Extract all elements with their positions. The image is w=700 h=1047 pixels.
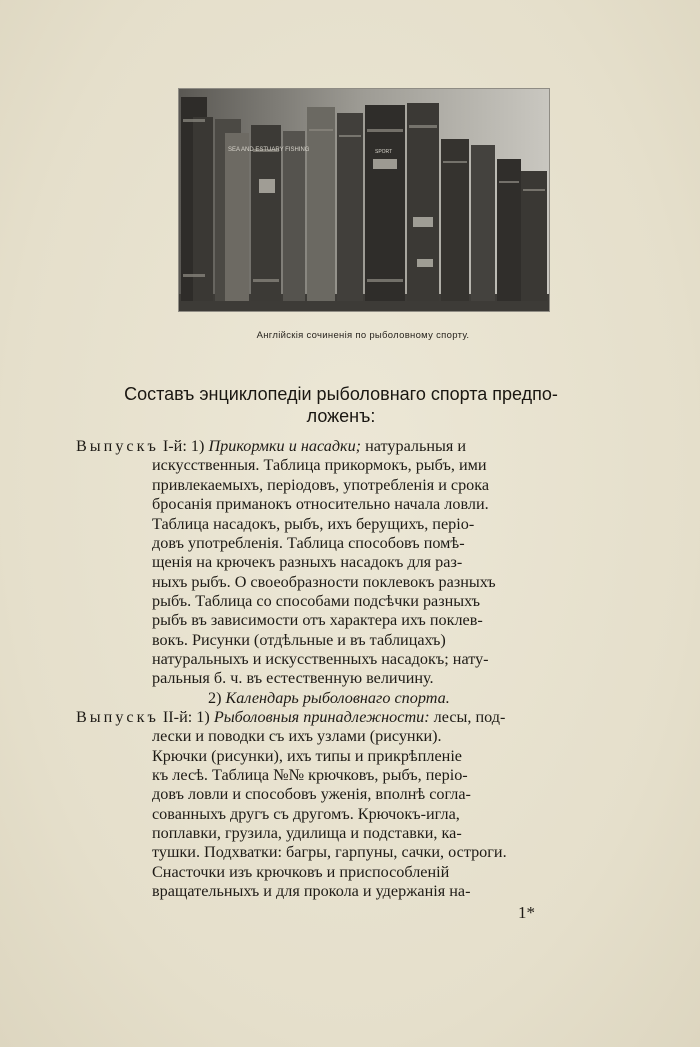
- issue-2-line: довъ ловли и способовъ уженія, вполнѣ согла-: [152, 785, 471, 803]
- part-title: Прикормки и насадки;: [208, 437, 362, 455]
- issue-2-line: тушки. Подхватки: багры, гарпуны, сачки, остроги.: [152, 843, 507, 861]
- heading-line-2: ложенъ:: [306, 406, 376, 426]
- issue-1-line: привлекаемыхъ, періодовъ, употребленія и срока: [152, 476, 490, 494]
- issue-1-line: щенія на крючекъ разныхъ насадокъ для раз-: [152, 553, 463, 571]
- part-number: 2): [208, 689, 222, 707]
- issue-label: Выпускъ: [76, 708, 159, 726]
- issue-1-line: натуральныя и: [365, 437, 467, 455]
- part-title: Календарь рыболовнаго спорта.: [225, 689, 450, 707]
- issue-1-line: Таблица насадокъ, рыбъ, ихъ берущихъ, періо-: [152, 515, 475, 533]
- issue-1-line: ныхъ рыбъ. О своеобразности поклевокъ разныхъ: [152, 573, 496, 591]
- issue-number: I-й:: [162, 437, 187, 455]
- issue-1-line: довъ употребленія. Таблица способовъ помѣ-: [152, 534, 465, 552]
- issue-2-first-line: [76, 708, 505, 727]
- heading-line-1: Составъ энциклопедіи рыболовнаго спорта предпо-: [124, 384, 558, 404]
- issue-1-line: искусственныя. Таблица прикормокъ, рыбъ, ими: [152, 456, 487, 474]
- issue-1-first-line: [76, 437, 466, 456]
- issue-2-line: Снасточки изъ крючковъ и приспособленій: [152, 863, 450, 881]
- section-heading: [76, 383, 606, 427]
- issue-1-part-2: [208, 689, 450, 708]
- issue-label: Выпускъ: [76, 437, 159, 455]
- issue-2-line: къ лесѣ. Таблица №№ крючковъ, рыбъ, періо-: [152, 766, 468, 784]
- photo-caption: Англійскія сочиненія по рыболовному спорту.: [256, 330, 470, 341]
- book-spines-illustration: [179, 89, 549, 311]
- issue-1-line: рыбъ. Таблица со способами подсѣчки разныхъ: [152, 592, 481, 610]
- issue-1-line: бросанія приманокъ относительно начала ловли.: [152, 495, 489, 513]
- issue-1-line: вокъ. Рисунки (отдѣльные и въ таблицахъ): [152, 631, 446, 649]
- spine-title-1: SEA AND ESTUARY FISHING: [228, 147, 310, 153]
- issue-number: II-й:: [162, 708, 193, 726]
- issue-1-line: натуральныхъ и искусственныхъ насадокъ; нату-: [152, 650, 489, 668]
- page-number: 1*: [518, 903, 535, 922]
- part-title: Рыболовныя принадлежности:: [213, 708, 430, 726]
- books-photo: [178, 88, 550, 312]
- issue-2-line: поплавки, грузила, удилища и подставки, ка-: [152, 824, 462, 842]
- part-number: 1): [196, 708, 210, 726]
- issue-1-line: ральныя б. ч. въ естественную величину.: [152, 669, 434, 687]
- issue-2-line: лесы, под-: [433, 708, 506, 726]
- issue-2-line: сованныхъ другъ съ другомъ. Крючокъ-игла,: [152, 805, 460, 823]
- issue-1-line: рыбъ въ зависимости отъ характера ихъ поклев-: [152, 611, 483, 629]
- issue-2-line: Крючки (рисунки), ихъ типы и прикрѣпленіе: [152, 747, 462, 765]
- issue-2-line: лески и поводки съ ихъ узлами (рисунки).: [152, 727, 442, 745]
- spine-title-2: SPORT: [375, 149, 393, 155]
- issue-2-line: вращательныхъ и для прокола и удержанія на-: [152, 882, 471, 900]
- part-number: 1): [190, 437, 205, 455]
